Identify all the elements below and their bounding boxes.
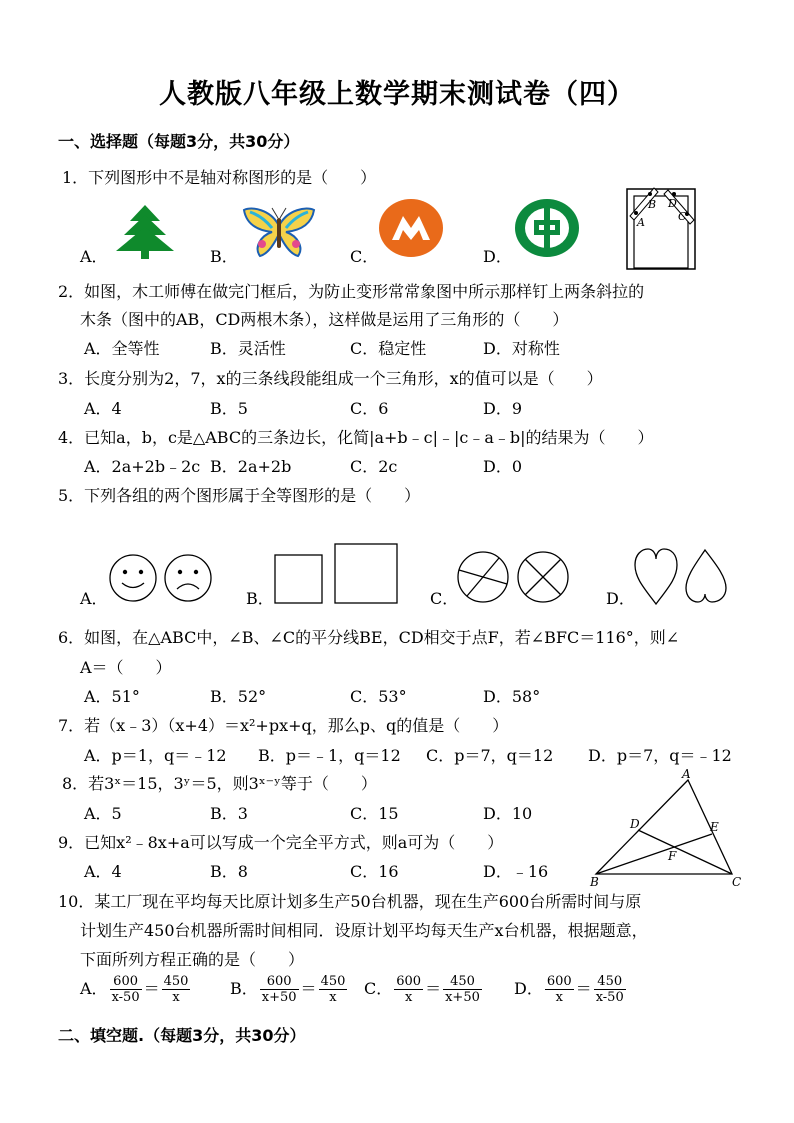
question-7-text: 7．若（x﹣3）（x+4）＝x²+px+q，那么p、q的值是（ ） bbox=[58, 716, 509, 735]
q9-option-d[interactable]: D．﹣16 bbox=[483, 862, 549, 881]
triangle-label-c: C bbox=[732, 875, 742, 889]
question-6-line-1: 6．如图，在△ABC中，∠B、∠C的平分线BE，CD相交于点F，若∠BFC＝116°，则∠ bbox=[58, 628, 680, 647]
fraction bbox=[545, 974, 574, 1005]
fraction bbox=[594, 974, 626, 1005]
question-10-line-3: 下面所列方程正确的是（ ） bbox=[80, 950, 305, 969]
fraction-numerator: 450 bbox=[443, 974, 482, 990]
fraction bbox=[162, 974, 191, 1005]
fraction-numerator: 450 bbox=[594, 974, 626, 990]
question-1-text: 1．下列图形中不是轴对称图形的是（ ） bbox=[62, 168, 377, 187]
q8-option-d[interactable]: D．10 bbox=[483, 804, 533, 823]
fraction-numerator: 600 bbox=[110, 974, 142, 990]
fraction bbox=[443, 974, 482, 1005]
fraction-numerator: 450 bbox=[320, 974, 346, 989]
agri-bank-logo-icon bbox=[514, 198, 580, 258]
q6-option-d[interactable]: D．58° bbox=[483, 687, 541, 706]
q9-option-a[interactable]: A．4 bbox=[84, 862, 122, 881]
fraction-numerator: 600 bbox=[546, 974, 572, 989]
q10-option-c-label: C． bbox=[364, 979, 393, 998]
fraction bbox=[319, 974, 348, 1005]
q7-option-b[interactable]: B．p＝﹣1，q＝12 bbox=[258, 746, 401, 765]
crossed-circles-figure bbox=[457, 550, 571, 604]
question-2-line-1: 2．如图，木工师傅在做完门框后，为防止变形常常象图中所示那样钉上两条斜拉的 bbox=[58, 282, 645, 301]
q1-option-c[interactable]: C． bbox=[350, 247, 379, 266]
fraction-denominator: x+50 bbox=[261, 990, 297, 1005]
fraction-denominator: x-50 bbox=[595, 990, 624, 1005]
q6-option-a[interactable]: A．51° bbox=[84, 687, 140, 706]
q10-option-a-label: A． bbox=[80, 979, 108, 998]
fraction bbox=[260, 974, 299, 1005]
squares-figure bbox=[274, 543, 400, 605]
q2-option-b[interactable]: B．灵活性 bbox=[210, 339, 286, 358]
fraction-denominator: x bbox=[555, 990, 563, 1005]
q5-option-d[interactable]: D． bbox=[606, 589, 635, 608]
q3-option-b[interactable]: B．5 bbox=[210, 399, 248, 418]
q3-option-a[interactable]: A．4 bbox=[84, 399, 122, 418]
q2-option-d[interactable]: D．对称性 bbox=[483, 339, 560, 358]
frame-label-c: C bbox=[678, 210, 687, 223]
equals-sign: ＝ bbox=[300, 979, 317, 998]
fraction bbox=[394, 974, 423, 1005]
pine-tree-icon bbox=[112, 205, 178, 260]
question-9-text: 9．已知x²﹣8x+a可以写成一个完全平方式，则a可为（ ） bbox=[58, 833, 504, 852]
q7-option-a[interactable]: A．p＝1，q＝﹣12 bbox=[84, 746, 227, 765]
q8-option-b[interactable]: B．3 bbox=[210, 804, 248, 823]
q3-option-c[interactable]: C．6 bbox=[350, 399, 389, 418]
q8-option-c[interactable]: C．15 bbox=[350, 804, 399, 823]
q3-option-d[interactable]: D．9 bbox=[483, 399, 523, 418]
butterfly-icon bbox=[242, 204, 316, 260]
page-title: 人教版八年级上数学期末测试卷（四） bbox=[159, 79, 635, 110]
question-10-line-2: 计划生产450台机器所需时间相同．设原计划平均每天生产x台机器，根据题意， bbox=[80, 921, 648, 940]
frame-label-b: B bbox=[648, 198, 657, 211]
fraction-denominator: x-50 bbox=[111, 990, 140, 1005]
q4-option-c[interactable]: C．2c bbox=[350, 457, 398, 476]
q6-option-c[interactable]: C．53° bbox=[350, 687, 407, 706]
q9-option-b[interactable]: B．8 bbox=[210, 862, 248, 881]
q1-option-d[interactable]: D． bbox=[483, 247, 512, 266]
fraction-denominator: x bbox=[404, 990, 413, 1005]
q10-option-b-label: B． bbox=[230, 979, 258, 998]
triangle-label-a: A bbox=[682, 767, 691, 781]
question-8-text: 8．若3ˣ＝15，3ʸ＝5，则3ˣ⁻ʸ等于（ ） bbox=[62, 774, 377, 793]
q8-option-a[interactable]: A．5 bbox=[84, 804, 122, 823]
question-3-text: 3．长度分别为2，7，x的三条线段能组成一个三角形，x的值可以是（ ） bbox=[58, 369, 603, 388]
q7-option-d[interactable]: D．p＝7，q＝﹣12 bbox=[588, 746, 732, 765]
q10-option-a[interactable] bbox=[80, 974, 192, 1005]
q5-option-a[interactable]: A． bbox=[80, 589, 108, 608]
equals-sign: ＝ bbox=[575, 979, 592, 998]
q2-option-a[interactable]: A．全等性 bbox=[84, 339, 160, 358]
q7-option-c[interactable]: C．p＝7，q＝12 bbox=[426, 746, 554, 765]
q10-option-d-label: D． bbox=[514, 979, 543, 998]
fraction-denominator: x bbox=[329, 990, 337, 1005]
triangle-label-f: F bbox=[668, 849, 677, 863]
smiley-faces-figure bbox=[108, 552, 214, 604]
triangle-abc-figure bbox=[586, 768, 746, 890]
q10-option-c[interactable] bbox=[364, 974, 484, 1005]
fraction-denominator: x+50 bbox=[445, 990, 480, 1005]
q4-option-a[interactable]: A．2a+2b﹣2c bbox=[84, 457, 201, 476]
fraction-numerator: 600 bbox=[260, 974, 299, 990]
fraction-denominator: x bbox=[172, 990, 180, 1005]
q1-option-a[interactable]: A． bbox=[80, 247, 108, 266]
question-10-line-1: 10．某工厂现在平均每天比原计划多生产50台机器，现在生产600台所需时间与原 bbox=[58, 892, 642, 911]
triangle-label-e: E bbox=[710, 820, 719, 834]
q5-option-c[interactable]: C． bbox=[430, 589, 459, 608]
bank-logo-icon bbox=[378, 198, 444, 258]
door-frame-figure bbox=[624, 186, 698, 272]
fraction-numerator: 450 bbox=[163, 974, 189, 989]
q4-option-b[interactable]: B．2a+2b bbox=[210, 457, 292, 476]
fraction bbox=[110, 974, 142, 1005]
section-1-heading: 一、选择题（每题3分，共30分） bbox=[58, 132, 300, 151]
fraction-numerator: 600 bbox=[396, 974, 422, 989]
question-6-line-2: A＝（ ） bbox=[80, 658, 172, 677]
hearts-figure bbox=[634, 548, 730, 606]
question-4-text: 4．已知a，b，c是△ABC的三条边长，化简|a+b﹣c|﹣|c﹣a﹣b|的结果为（ ） bbox=[58, 428, 654, 447]
frame-label-d: D bbox=[668, 197, 677, 210]
q5-option-b[interactable]: B． bbox=[246, 589, 274, 608]
triangle-label-b: B bbox=[590, 875, 599, 889]
q4-option-d[interactable]: D．0 bbox=[483, 457, 523, 476]
triangle-label-d: D bbox=[630, 817, 640, 831]
q9-option-c[interactable]: C．16 bbox=[350, 862, 399, 881]
q10-option-b[interactable] bbox=[230, 974, 349, 1005]
equals-sign: ＝ bbox=[425, 979, 442, 998]
q2-option-c[interactable]: C．稳定性 bbox=[350, 339, 427, 358]
q6-option-b[interactable]: B．52° bbox=[210, 687, 267, 706]
equals-sign: ＝ bbox=[143, 979, 160, 998]
q10-option-d[interactable] bbox=[514, 974, 628, 1005]
question-5-text: 5．下列各组的两个图形属于全等图形的是（ ） bbox=[58, 486, 421, 505]
frame-label-a: A bbox=[637, 216, 645, 229]
question-2-line-2: 木条（图中的AB，CD两根木条），这样做是运用了三角形的（ ） bbox=[80, 310, 569, 329]
q1-option-b[interactable]: B． bbox=[210, 247, 238, 266]
section-2-heading: 二、填空题.（每题3分，共30分） bbox=[58, 1026, 306, 1045]
